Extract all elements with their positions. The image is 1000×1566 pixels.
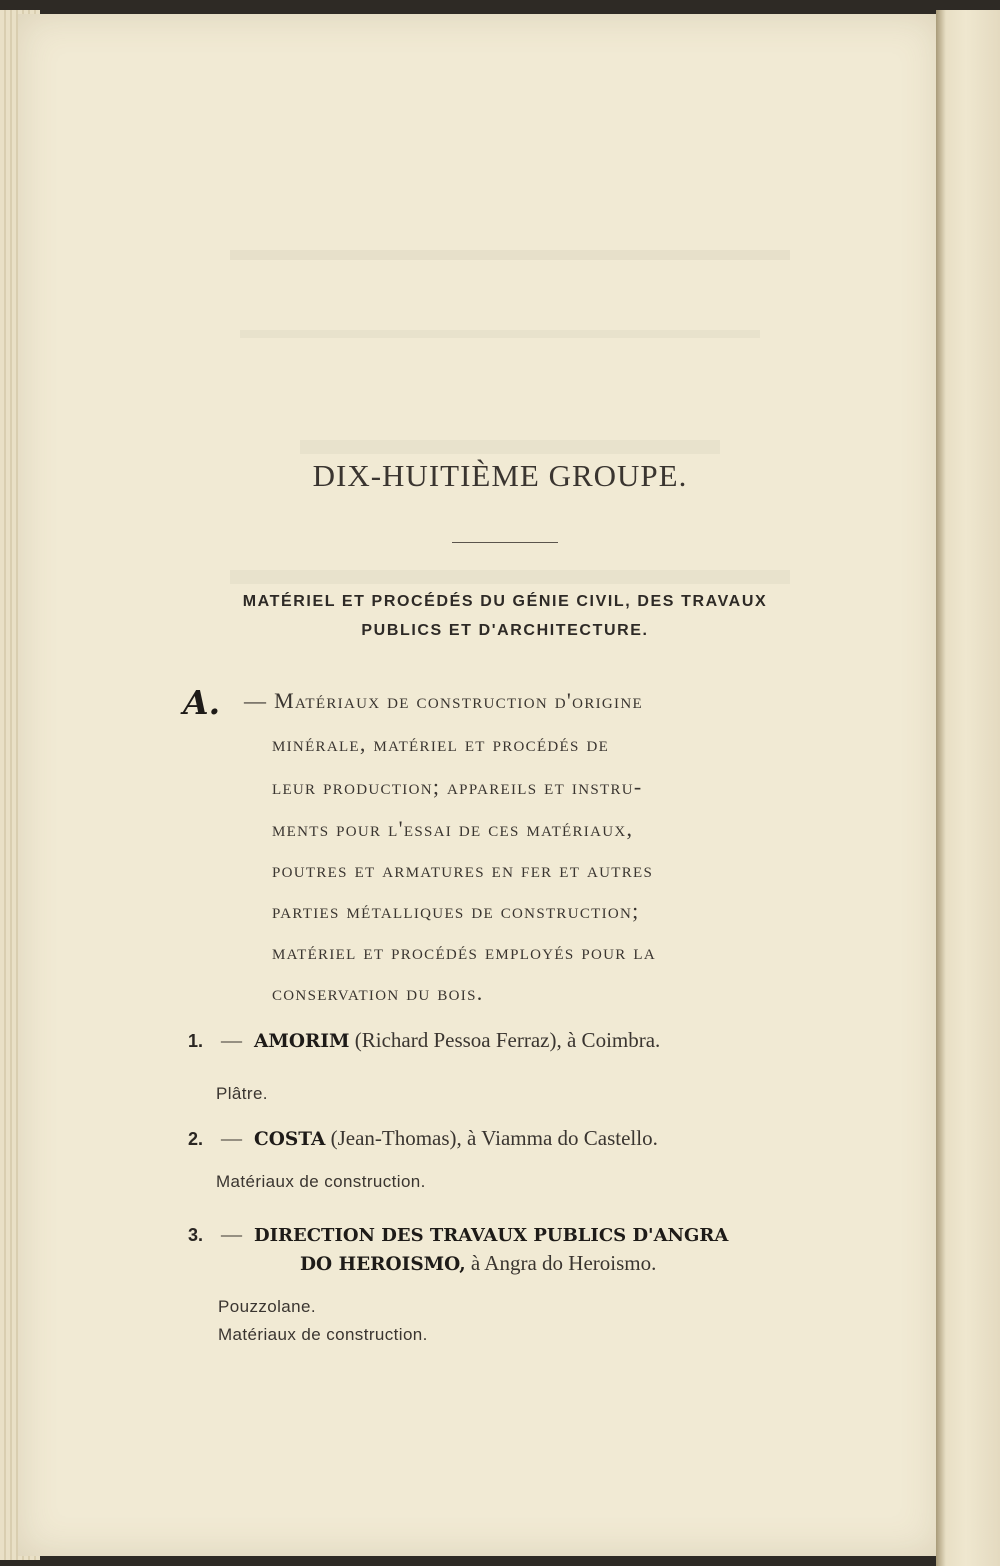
entry-3-continuation — [300, 1251, 656, 1276]
subtitle-line-1: MATÉRIEL ET PROCÉDÉS DU GÉNIE CIVIL, DES TRAVAUX — [242, 593, 768, 610]
section-line: minérale, matériel et procédés de — [272, 731, 610, 756]
entry-dash: — — [221, 1126, 243, 1150]
section-line: poutres et armatures en fer et autres — [272, 857, 654, 882]
entry-1 — [188, 1028, 660, 1053]
entry-dash: — — [221, 1222, 243, 1246]
section-line: conservation du bois. — [272, 980, 484, 1005]
entry-number: 1. — [188, 1031, 204, 1051]
section-line: leur production; appareils et instru- — [272, 774, 643, 799]
next-page-edge — [936, 10, 1000, 1566]
entry-3 — [188, 1222, 728, 1247]
exhibitor-name: AMORIM — [254, 1031, 350, 1052]
entry-note: Matériaux de construction. — [218, 1325, 428, 1344]
bleed-through-shape — [230, 570, 790, 584]
section-letter: A. — [183, 683, 221, 722]
entry-2 — [188, 1126, 658, 1151]
entry-note: Matériaux de construction. — [216, 1172, 426, 1191]
exhibitor-details: (Jean-Thomas), à Viamma do Castello. — [330, 1126, 658, 1150]
section-line: matériel et procédés employés pour la — [272, 939, 656, 964]
section-line: ments pour l'essai de ces matériaux, — [272, 816, 634, 841]
section-line: parties métalliques de construction; — [272, 898, 640, 923]
title-divider — [452, 542, 558, 543]
bleed-through-shape — [300, 440, 720, 454]
entry-number: 2. — [188, 1129, 204, 1149]
entry-dash: — — [221, 1028, 243, 1052]
entry-note: Plâtre. — [216, 1084, 268, 1103]
entry-number: 3. — [188, 1225, 204, 1245]
exhibitor-details: à Angra do Heroismo. — [470, 1251, 657, 1275]
bleed-through-shape — [240, 330, 760, 338]
exhibitor-name-cont: DO HEROISMO, — [300, 1254, 466, 1275]
section-line: — Matériaux de construction d'origine — [244, 688, 643, 713]
exhibitor-name: COSTA — [254, 1129, 326, 1150]
bleed-through-shape — [230, 250, 790, 260]
entry-note: Pouzzolane. — [218, 1297, 316, 1316]
subtitle-line-2: PUBLICS ET D'ARCHITECTURE. — [361, 622, 649, 639]
exhibitor-details: (Richard Pessoa Ferraz), à Coimbra. — [354, 1028, 661, 1052]
group-title: DIX-HUITIÈME GROUPE. — [312, 458, 688, 493]
exhibitor-name: DIRECTION DES TRAVAUX PUBLICS D'ANGRA — [254, 1225, 729, 1246]
